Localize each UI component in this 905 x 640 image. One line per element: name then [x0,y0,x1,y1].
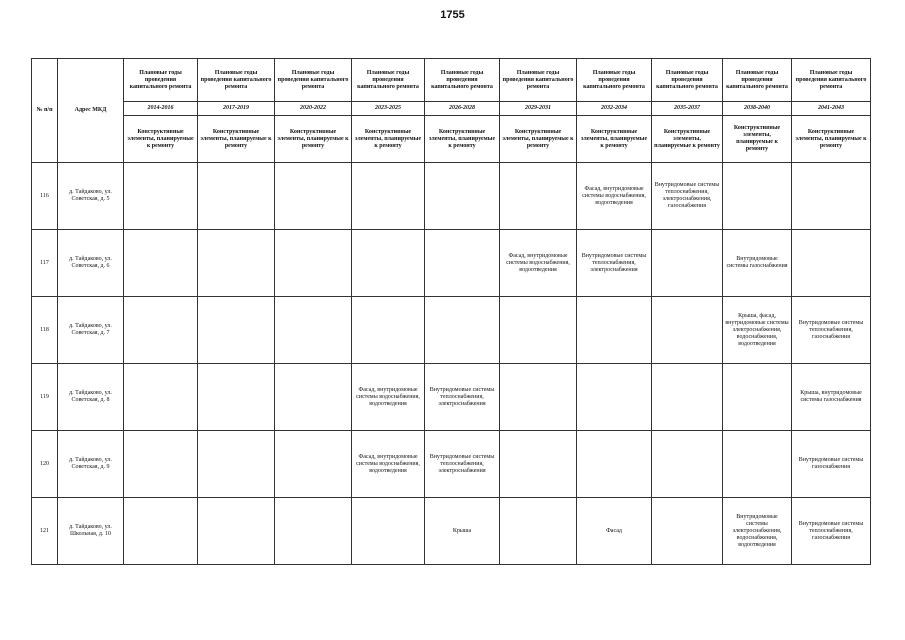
repair-works-cell [425,230,500,297]
repair-works-cell [500,163,577,230]
repair-works-cell [275,230,352,297]
period-elements-header: Конструктивные элементы, планируемые к ремонту [425,116,500,163]
row-number: 120 [32,431,58,498]
period-header: Плановые годы проведения капитального ремонта [577,59,652,102]
period-years: 2035-2037 [652,102,723,116]
repair-works-cell: Внутридомовые системы газоснабжения [723,230,792,297]
period-years: 2014-2016 [124,102,198,116]
repair-works-cell [500,297,577,364]
repair-works-cell [652,297,723,364]
period-header: Плановые годы проведения капитального ремонта [352,59,425,102]
repair-works-cell [124,498,198,565]
repair-works-cell: Фасад, внутридомовые системы водоснабжения, водоотведения [577,163,652,230]
repair-works-cell [500,364,577,431]
repair-works-cell: Внутридомовые системы теплоснабжения, электроснабжения, газоснабжения [652,163,723,230]
repair-works-cell: Внутридомовые системы теплоснабжения, электроснабжения [425,364,500,431]
period-header: Плановые годы проведения капитального ремонта [275,59,352,102]
repair-works-cell: Фасад, внутридомовые системы водоснабжения, водоотведения [352,431,425,498]
row-address: д. Тайдаково, ул. Школьная, д. 10 [58,498,124,565]
table-row [32,364,871,431]
repair-works-cell [275,431,352,498]
row-address: д. Тайдаково, ул. Советская, д. 5 [58,163,124,230]
table-body [32,163,871,565]
repair-works-cell [124,364,198,431]
repair-works-cell: Фасад [577,498,652,565]
period-elements-header: Конструктивные элементы, планируемые к ремонту [792,116,871,163]
repair-works-cell: Фасад, внутридомовые системы водоснабжения, водоотведения [352,364,425,431]
period-elements-header: Конструктивные элементы, планируемые к ремонту [500,116,577,163]
repair-works-cell [198,431,275,498]
period-header: Плановые годы проведения капитального ремонта [792,59,871,102]
period-elements-header: Конструктивные элементы, планируемые к ремонту [652,116,723,163]
table-row [32,230,871,297]
repair-works-cell [723,431,792,498]
period-header: Плановые годы проведения капитального ремонта [425,59,500,102]
repair-works-cell: Внутридомовые системы теплоснабжения, газоснабжения [792,498,871,565]
repair-works-cell [652,498,723,565]
repair-works-cell [652,364,723,431]
period-elements-header: Конструктивные элементы, планируемые к ремонту [124,116,198,163]
repair-works-cell [352,163,425,230]
repair-works-cell: Крыша, внутридомовые системы газоснабжения [792,364,871,431]
repair-works-cell [275,498,352,565]
column-header-address: Адрес МКД [58,59,124,163]
repair-works-cell: Внутридомовые системы газоснабжения [792,431,871,498]
period-years: 2041-2043 [792,102,871,116]
repair-works-cell [792,163,871,230]
table-row [32,498,871,565]
repair-works-cell [124,431,198,498]
column-header-number: № п/п [32,59,58,163]
repair-works-cell [500,431,577,498]
period-years: 2029-2031 [500,102,577,116]
repair-works-cell [275,163,352,230]
period-elements-header: Конструктивные элементы, планируемые к ремонту [577,116,652,163]
repair-works-cell [198,163,275,230]
repair-works-cell [723,163,792,230]
period-years: 2020-2022 [275,102,352,116]
period-elements-header: Конструктивные элементы, планируемые к ремонту [198,116,275,163]
row-address: д. Тайдаково, ул. Советская, д. 7 [58,297,124,364]
repair-works-cell [275,297,352,364]
row-address: д. Тайдаково, ул. Советская, д. 6 [58,230,124,297]
page-number: 1755 [440,9,465,21]
repair-works-cell: Внутридомовые системы электроснабжения, водоснабжения, водоотведения [723,498,792,565]
repair-works-cell [577,297,652,364]
repair-works-cell: Внутридомовые системы теплоснабжения, электроснабжения [577,230,652,297]
repair-works-cell [425,297,500,364]
table-row [32,297,871,364]
row-number: 118 [32,297,58,364]
period-header: Плановые годы проведения капитального ремонта [500,59,577,102]
repair-works-cell [352,230,425,297]
repair-works-cell: Крыша, фасад, внутридомовые системы электроснабжения, водоснабжения, водоотведения [723,297,792,364]
repair-works-cell: Внутридомовые системы теплоснабжения, газоснабжения [792,297,871,364]
repair-works-cell: Крыша [425,498,500,565]
repair-works-cell [198,230,275,297]
header-row-periods [32,59,871,102]
row-number: 119 [32,364,58,431]
row-address: д. Тайдаково, ул. Советская, д. 8 [58,364,124,431]
repair-works-cell [577,364,652,431]
repair-works-cell: Фасад, внутридомовые системы водоснабжения, водоотведения [500,230,577,297]
period-years: 2023-2025 [352,102,425,116]
period-header: Плановые годы проведения капитального ремонта [124,59,198,102]
repair-works-cell [198,297,275,364]
repair-works-cell [792,230,871,297]
period-header: Плановые годы проведения капитального ремонта [198,59,275,102]
row-number: 116 [32,163,58,230]
repair-works-cell [124,230,198,297]
capital-repair-table [31,58,871,565]
row-number: 117 [32,230,58,297]
repair-works-cell [275,364,352,431]
period-elements-header: Конструктивные элементы, планируемые к ремонту [275,116,352,163]
repair-works-cell [352,297,425,364]
period-elements-header: Конструктивные элементы, планируемые к ремонту [723,116,792,163]
repair-works-cell [723,364,792,431]
header-row-years [32,102,871,116]
period-years: 2038-2040 [723,102,792,116]
period-elements-header: Конструктивные элементы, планируемые к ремонту [352,116,425,163]
period-years: 2026-2028 [425,102,500,116]
repair-works-cell [124,297,198,364]
period-years: 2032-2034 [577,102,652,116]
repair-works-cell [652,431,723,498]
table-row [32,163,871,230]
row-address: д. Тайдаково, ул. Советская, д. 9 [58,431,124,498]
repair-works-cell [352,498,425,565]
repair-works-cell [198,364,275,431]
repair-works-cell [652,230,723,297]
repair-works-cell [500,498,577,565]
repair-works-cell [198,498,275,565]
repair-works-cell [577,431,652,498]
repair-works-cell [425,163,500,230]
period-header: Плановые годы проведения капитального ремонта [723,59,792,102]
period-header: Плановые годы проведения капитального ремонта [652,59,723,102]
repair-works-cell [124,163,198,230]
period-years: 2017-2019 [198,102,275,116]
table-row [32,431,871,498]
repair-works-cell: Внутридомовые системы теплоснабжения, электроснабжения [425,431,500,498]
row-number: 121 [32,498,58,565]
header-row-elements [32,116,871,163]
